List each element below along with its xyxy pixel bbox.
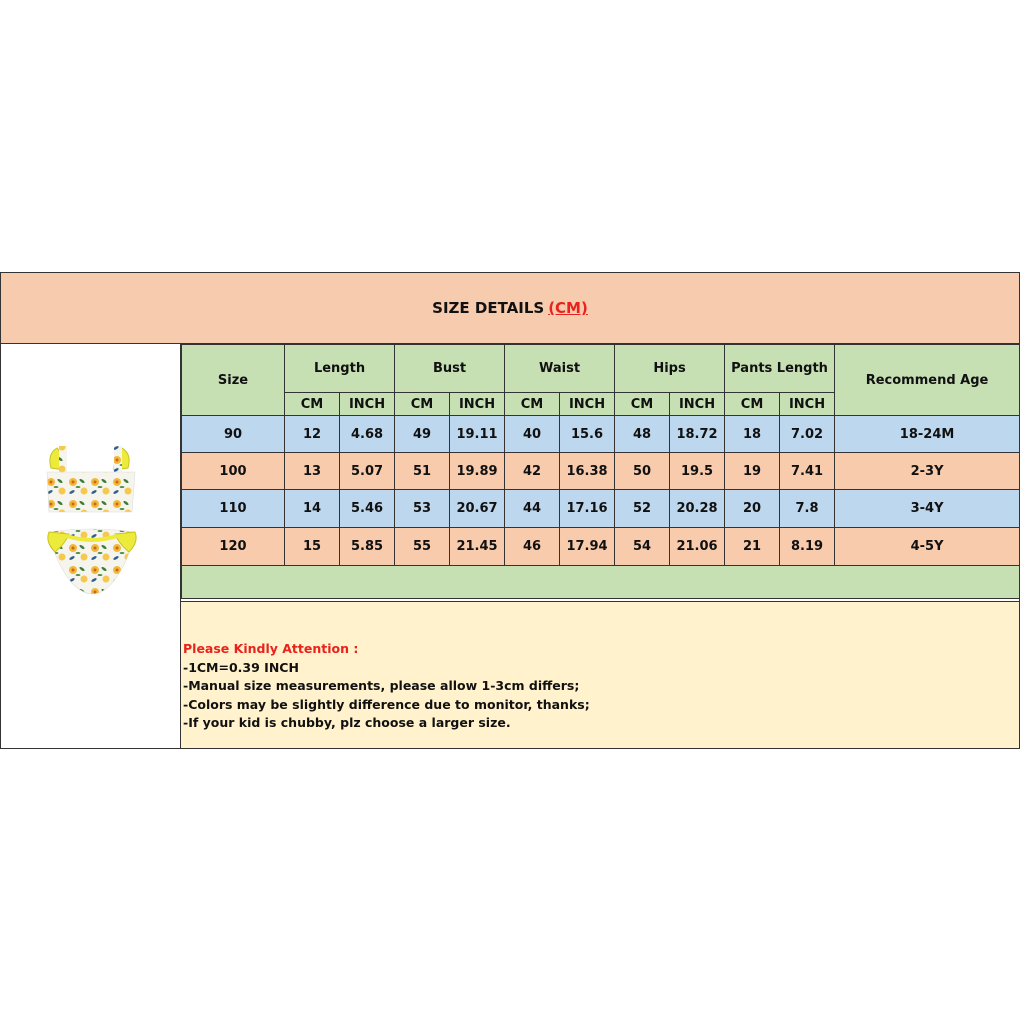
- note-line: -If your kid is chubby, plz choose a larger size.: [183, 715, 511, 730]
- pants-cm: 18: [725, 416, 780, 453]
- waist-inch: 16.38: [560, 453, 615, 490]
- bust-inch: 20.67: [450, 490, 505, 528]
- title-text: SIZE DETAILS: [432, 299, 545, 317]
- size-table: [181, 344, 1020, 599]
- length-inch: 5.85: [340, 528, 395, 566]
- waist-cm: 46: [505, 528, 560, 566]
- waist-inch: 15.6: [560, 416, 615, 453]
- waist-inch: 17.16: [560, 490, 615, 528]
- hips-cm: 54: [615, 528, 670, 566]
- hips-inch: 21.06: [670, 528, 725, 566]
- age-value: 18-24M: [835, 416, 1020, 453]
- table-row: [182, 528, 1020, 566]
- length-inch: 5.07: [340, 453, 395, 490]
- waist-cm: 42: [505, 453, 560, 490]
- length-inch: 4.68: [340, 416, 395, 453]
- attention-heading: Please Kindly Attention :: [183, 641, 359, 656]
- header-hips: Hips: [615, 345, 725, 393]
- hips-cm: 48: [615, 416, 670, 453]
- header-pants-length: Pants Length: [725, 345, 835, 393]
- waist-cm: 44: [505, 490, 560, 528]
- header-waist: Waist: [505, 345, 615, 393]
- header-size: Size: [182, 345, 285, 416]
- subheader-inch: INCH: [450, 393, 505, 416]
- header-bust: Bust: [395, 345, 505, 393]
- note-line: -Manual size measurements, please allow 1-3cm differs;: [183, 678, 580, 693]
- age-value: 2-3Y: [835, 453, 1020, 490]
- bust-cm: 55: [395, 528, 450, 566]
- size-chart-title: [1, 273, 1019, 344]
- length-inch: 5.46: [340, 490, 395, 528]
- subheader-cm: CM: [615, 393, 670, 416]
- length-cm: 13: [285, 453, 340, 490]
- header-recommend-age: Recommend Age: [835, 345, 1020, 416]
- product-image-cell: [1, 344, 181, 748]
- table-row: [182, 453, 1020, 490]
- subheader-inch: INCH: [670, 393, 725, 416]
- pants-cm: 19: [725, 453, 780, 490]
- table-spacer-row: [182, 566, 1020, 599]
- subheader-inch: INCH: [780, 393, 835, 416]
- subheader-cm: CM: [285, 393, 340, 416]
- length-cm: 12: [285, 416, 340, 453]
- pants-inch: 7.8: [780, 490, 835, 528]
- subheader-inch: INCH: [560, 393, 615, 416]
- age-value: 3-4Y: [835, 490, 1020, 528]
- size-value: 120: [182, 528, 285, 566]
- length-cm: 15: [285, 528, 340, 566]
- hips-cm: 52: [615, 490, 670, 528]
- subheader-cm: CM: [505, 393, 560, 416]
- title-unit: (CM): [548, 299, 588, 317]
- bust-cm: 49: [395, 416, 450, 453]
- spacer-cell: [182, 566, 1020, 599]
- pants-inch: 8.19: [780, 528, 835, 566]
- note-line: -1CM=0.39 INCH: [183, 659, 299, 675]
- subheader-inch: INCH: [340, 393, 395, 416]
- hips-inch: 19.5: [670, 453, 725, 490]
- hips-inch: 18.72: [670, 416, 725, 453]
- subheader-cm: CM: [725, 393, 780, 416]
- waist-inch: 17.94: [560, 528, 615, 566]
- length-cm: 14: [285, 490, 340, 528]
- note-line: -Colors may be slightly difference due to monitor, thanks;: [183, 696, 590, 712]
- pants-inch: 7.41: [780, 453, 835, 490]
- size-chart: [0, 272, 1020, 749]
- size-value: 90: [182, 416, 285, 453]
- attention-notes: [181, 601, 1019, 748]
- bust-cm: 51: [395, 453, 450, 490]
- pants-cm: 20: [725, 490, 780, 528]
- bust-cm: 53: [395, 490, 450, 528]
- table-row: [182, 490, 1020, 528]
- hips-cm: 50: [615, 453, 670, 490]
- bust-inch: 21.45: [450, 528, 505, 566]
- pants-cm: 21: [725, 528, 780, 566]
- size-value: 100: [182, 453, 285, 490]
- pants-inch: 7.02: [780, 416, 835, 453]
- hips-inch: 20.28: [670, 490, 725, 528]
- table-row: [182, 416, 1020, 453]
- bust-inch: 19.89: [450, 453, 505, 490]
- bust-inch: 19.11: [450, 416, 505, 453]
- swimsuit-image: [1, 344, 180, 748]
- header-length: Length: [285, 345, 395, 393]
- subheader-cm: CM: [395, 393, 450, 416]
- waist-cm: 40: [505, 416, 560, 453]
- age-value: 4-5Y: [835, 528, 1020, 566]
- size-value: 110: [182, 490, 285, 528]
